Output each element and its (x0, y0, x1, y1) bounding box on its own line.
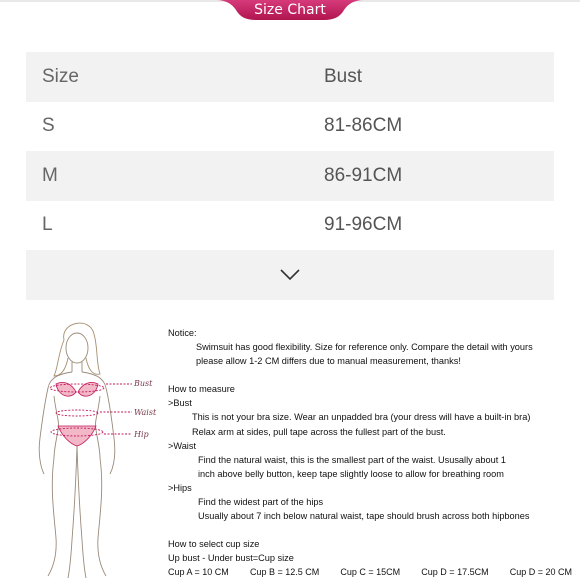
hips-note: Usually about 7 inch below natural waist, tape should brush across both hipbones (198, 511, 530, 522)
bust-heading: >Bust (168, 398, 192, 409)
bust-note: Relax arm at sides, pull tape across the fullest part of the bust. (192, 426, 446, 437)
size-cell: L (42, 214, 53, 236)
bust-cell: 91-96CM (324, 214, 403, 236)
bust-note: This is not your bra size. Wear an unpadded bra (your dress will have a built-in bra) (192, 412, 531, 423)
waist-note: Find the natural waist, this is the smallest part of the waist. Ususally about 1 (198, 454, 506, 465)
cup-size: Cup D = 17.5CM (421, 567, 489, 578)
header-bust: Bust (324, 65, 363, 87)
table-row (26, 201, 554, 251)
hip-label: Hip (134, 430, 149, 439)
table-header-row (26, 52, 554, 102)
hips-heading: >Hips (168, 482, 192, 493)
cup-size: Cup D = 20 CM (509, 567, 572, 578)
body-measurement-illustration (14, 318, 164, 580)
bust-cell: 86-91CM (324, 164, 403, 186)
waist-heading: >Waist (168, 440, 196, 451)
size-table (26, 52, 554, 300)
banner-title: Size Chart (254, 2, 326, 18)
expand-table-button[interactable] (26, 250, 554, 300)
bust-label: Bust (134, 379, 153, 388)
notice-line: please allow 1-2 CM differs due to manual measurement, thanks! (196, 356, 461, 367)
header-size: Size (42, 65, 79, 87)
notice-title: Notice: (168, 328, 197, 338)
waist-label: Waist (134, 408, 157, 417)
table-row (26, 151, 554, 201)
cup-size-list (168, 565, 572, 579)
waist-note: inch above belly button, keep tape slightly loose to allow for breathing room (198, 468, 504, 479)
size-chart-banner (0, 0, 580, 30)
size-cell: S (42, 115, 55, 137)
cup-formula: Up bust - Under bust=Cup size (168, 553, 294, 564)
bust-cell: 81-86CM (324, 115, 403, 137)
notice-line: Swimsuit has good flexibility. Size for reference only. Compare the detail with yours (196, 342, 533, 353)
cup-size: Cup A = 10 CM (168, 567, 229, 578)
measurement-notes (168, 326, 580, 580)
size-cell: M (42, 164, 58, 186)
cup-size: Cup C = 15CM (340, 567, 401, 578)
hips-note: Find the widest part of the hips (198, 497, 324, 508)
cup-title: How to select cup size (168, 539, 260, 550)
chevron-down-icon (279, 268, 301, 282)
cup-size: Cup B = 12.5 CM (249, 567, 320, 578)
table-row (26, 102, 554, 152)
measure-title: How to measure (168, 384, 235, 395)
